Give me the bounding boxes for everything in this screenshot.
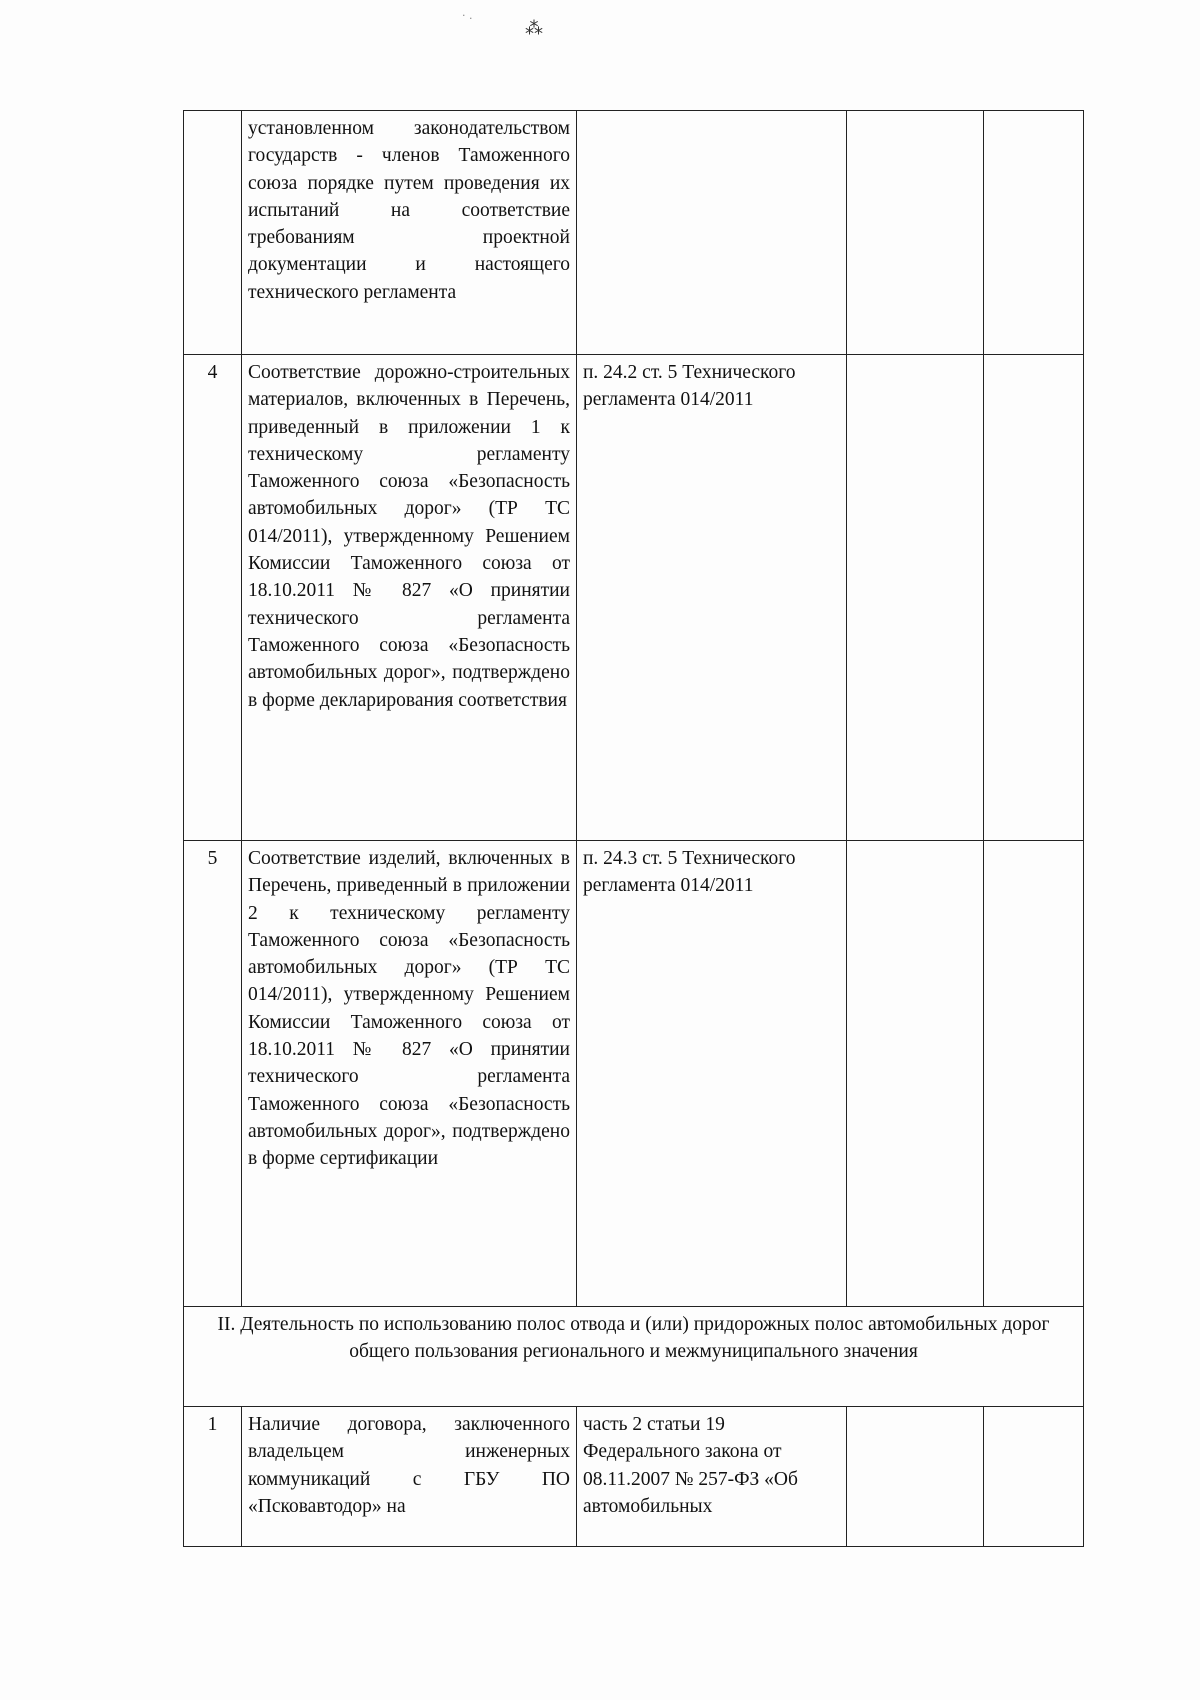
requirement-text: Соответствие изделий, включенных в Перечень, приведенный в приложении 2 к техническому регламенту Таможенного союза «Безопасность автомобильных дорог» (ТР ТС 014/2011), утвержденному Решением Комиссии Таможенного союза от 18.10.2011 № 827 «О принятии технического регламента Таможенного союза «Безопасность автомобильных дорог», подтверждено в форме сертификации — [242, 841, 577, 1307]
section-heading-row — [184, 1307, 1084, 1407]
row-number — [184, 111, 242, 355]
note-cell — [984, 1407, 1084, 1547]
row-number: 4 — [184, 355, 242, 841]
scan-mark: · . — [462, 9, 473, 22]
table-row — [184, 841, 1084, 1307]
requirement-text: Наличие договора, заключенного владельцем инженерных коммуникаций с ГБУ ПО «Псковавтодор» на — [242, 1407, 577, 1547]
answer-cell — [847, 841, 984, 1307]
legal-reference — [577, 111, 847, 355]
checklist-table — [183, 110, 1084, 1547]
table-row — [184, 111, 1084, 355]
scan-mark: ⁂ — [525, 18, 543, 39]
table-row — [184, 1407, 1084, 1547]
note-cell — [984, 111, 1084, 355]
requirement-text: Соответствие дорожно-строительных материалов, включенных в Перечень, приведенный в приложении 1 к техническому регламенту Таможенного союза «Безопасность автомобильных дорог» (ТР ТС 014/2011), утвержденному Решением Комиссии Таможенного союза от 18.10.2011 № 827 «О принятии технического регламента Таможенного союза «Безопасность автомобильных дорог», подтверждено в форме декларирования соответствия — [242, 355, 577, 841]
answer-cell — [847, 111, 984, 355]
answer-cell — [847, 1407, 984, 1547]
row-number: 1 — [184, 1407, 242, 1547]
legal-reference: п. 24.2 ст. 5 Технического регламента 014/2011 — [577, 355, 847, 841]
note-cell — [984, 355, 1084, 841]
requirement-text: установленном законодательством государств - членов Таможенного союза порядке путем проведения их испытаний на соответствие требованиям проектной документации и настоящего технического регламента — [242, 111, 577, 355]
table-row — [184, 355, 1084, 841]
answer-cell — [847, 355, 984, 841]
row-number: 5 — [184, 841, 242, 1307]
note-cell — [984, 841, 1084, 1307]
legal-reference: п. 24.3 ст. 5 Технического регламента 014/2011 — [577, 841, 847, 1307]
legal-reference: часть 2 статьи 19 Федерального закона от 08.11.2007 № 257-ФЗ «Об автомобильных — [577, 1407, 847, 1547]
section-heading: II. Деятельность по использованию полос отвода и (или) придорожных полос автомобильных дорог общего пользования регионального и межмуниципального значения — [184, 1307, 1084, 1407]
